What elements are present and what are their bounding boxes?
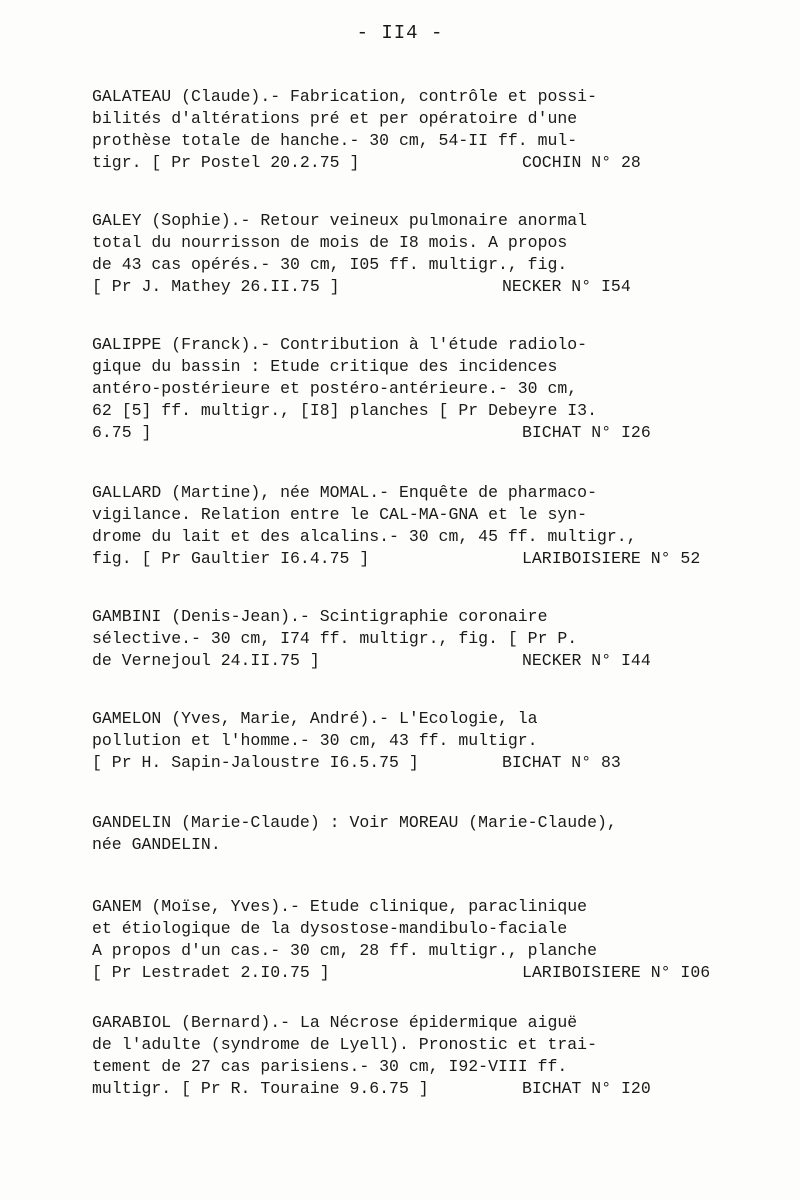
- entry-line: de 43 cas opérés.- 30 cm, I05 ff. multigr., fig.: [92, 255, 568, 274]
- library-location: BICHAT N° I26: [522, 423, 651, 442]
- entry-line-final: [92, 276, 732, 298]
- bibliography-entry: [92, 896, 732, 984]
- entry-line: GALEY (Sophie).- Retour veineux pulmonaire anormal: [92, 211, 588, 230]
- entry-line-text: [ Pr H. Sapin-Jaloustre I6.5.75 ]: [92, 753, 419, 772]
- bibliography-entry: [92, 708, 732, 774]
- entry-line-text: [ Pr J. Mathey 26.II.75 ]: [92, 277, 340, 296]
- entry-line: A propos d'un cas.- 30 cm, 28 ff. multigr., planche: [92, 941, 597, 960]
- bibliography-entry: [92, 812, 732, 856]
- entry-line: drome du lait et des alcalins.- 30 cm, 45 ff. multigr.,: [92, 527, 637, 546]
- bibliography-entry: [92, 1012, 732, 1100]
- library-location: COCHIN N° 28: [522, 153, 641, 172]
- page-number: - II4 -: [356, 22, 444, 44]
- entry-line: GARABIOL (Bernard).- La Nécrose épidermique aiguë: [92, 1013, 578, 1032]
- entry-line-text: 6.75 ]: [92, 423, 152, 442]
- library-location: BICHAT N° I20: [522, 1079, 651, 1098]
- library-location: LARIBOISIERE N° 52: [522, 549, 701, 568]
- entry-line: gique du bassin : Etude critique des incidences: [92, 357, 558, 376]
- entry-line: GALIPPE (Franck).- Contribution à l'étude radiolo-: [92, 335, 588, 354]
- entry-line: sélective.- 30 cm, I74 ff. multigr., fig. [ Pr P.: [92, 629, 578, 648]
- entry-line-text: née GANDELIN.: [92, 835, 221, 854]
- bibliography-entry: [92, 86, 732, 174]
- entry-line-text: fig. [ Pr Gaultier I6.4.75 ]: [92, 549, 370, 568]
- entry-line: antéro-postérieure et postéro-antérieure.- 30 cm,: [92, 379, 578, 398]
- entry-line: prothèse totale de hanche.- 30 cm, 54-II ff. mul-: [92, 131, 578, 150]
- entry-line: GAMELON (Yves, Marie, André).- L'Ecologie, la: [92, 709, 538, 728]
- entry-line-final: [92, 834, 732, 856]
- bibliography-entry: [92, 334, 732, 444]
- entry-line-text: [ Pr Lestradet 2.I0.75 ]: [92, 963, 330, 982]
- entry-line: GANEM (Moïse, Yves).- Etude clinique, paraclinique: [92, 897, 588, 916]
- entry-line: GALLARD (Martine), née MOMAL.- Enquête de pharmaco-: [92, 483, 597, 502]
- bibliography-entry: [92, 210, 732, 298]
- entry-line-final: [92, 548, 732, 570]
- entry-line: de l'adulte (syndrome de Lyell). Pronostic et trai-: [92, 1035, 597, 1054]
- entry-line-final: [92, 962, 732, 984]
- entry-line: total du nourrisson de mois de I8 mois. A propos: [92, 233, 568, 252]
- entry-line-text: multigr. [ Pr R. Touraine 9.6.75 ]: [92, 1079, 429, 1098]
- entry-line: GANDELIN (Marie-Claude) : Voir MOREAU (Marie-Claude),: [92, 813, 617, 832]
- library-location: LARIBOISIERE N° I06: [522, 963, 711, 982]
- bibliography-entry: [92, 482, 732, 570]
- entry-line: GAMBINI (Denis-Jean).- Scintigraphie coronaire: [92, 607, 548, 626]
- entry-line-final: [92, 152, 732, 174]
- entry-line: vigilance. Relation entre le CAL-MA-GNA et le syn-: [92, 505, 588, 524]
- entry-line-text: tigr. [ Pr Postel 20.2.75 ]: [92, 153, 360, 172]
- library-location: NECKER N° I44: [522, 651, 651, 670]
- library-location: BICHAT N° 83: [502, 753, 621, 772]
- entry-line: bilités d'altérations pré et per opératoire d'une: [92, 109, 578, 128]
- entry-line-final: [92, 1078, 732, 1100]
- bibliography-entry: [92, 606, 732, 672]
- entry-line-text: de Vernejoul 24.II.75 ]: [92, 651, 320, 670]
- entry-line-final: [92, 752, 732, 774]
- entry-line-final: [92, 650, 732, 672]
- entry-line: et étiologique de la dysostose-mandibulo-faciale: [92, 919, 568, 938]
- library-location: NECKER N° I54: [502, 277, 631, 296]
- entry-line: tement de 27 cas parisiens.- 30 cm, I92-VIII ff.: [92, 1057, 568, 1076]
- entry-line: 62 [5] ff. multigr., [I8] planches [ Pr Debeyre I3.: [92, 401, 597, 420]
- entry-line: pollution et l'homme.- 30 cm, 43 ff. multigr.: [92, 731, 538, 750]
- entry-line: GALATEAU (Claude).- Fabrication, contrôle et possi-: [92, 87, 597, 106]
- entry-line-final: [92, 422, 732, 444]
